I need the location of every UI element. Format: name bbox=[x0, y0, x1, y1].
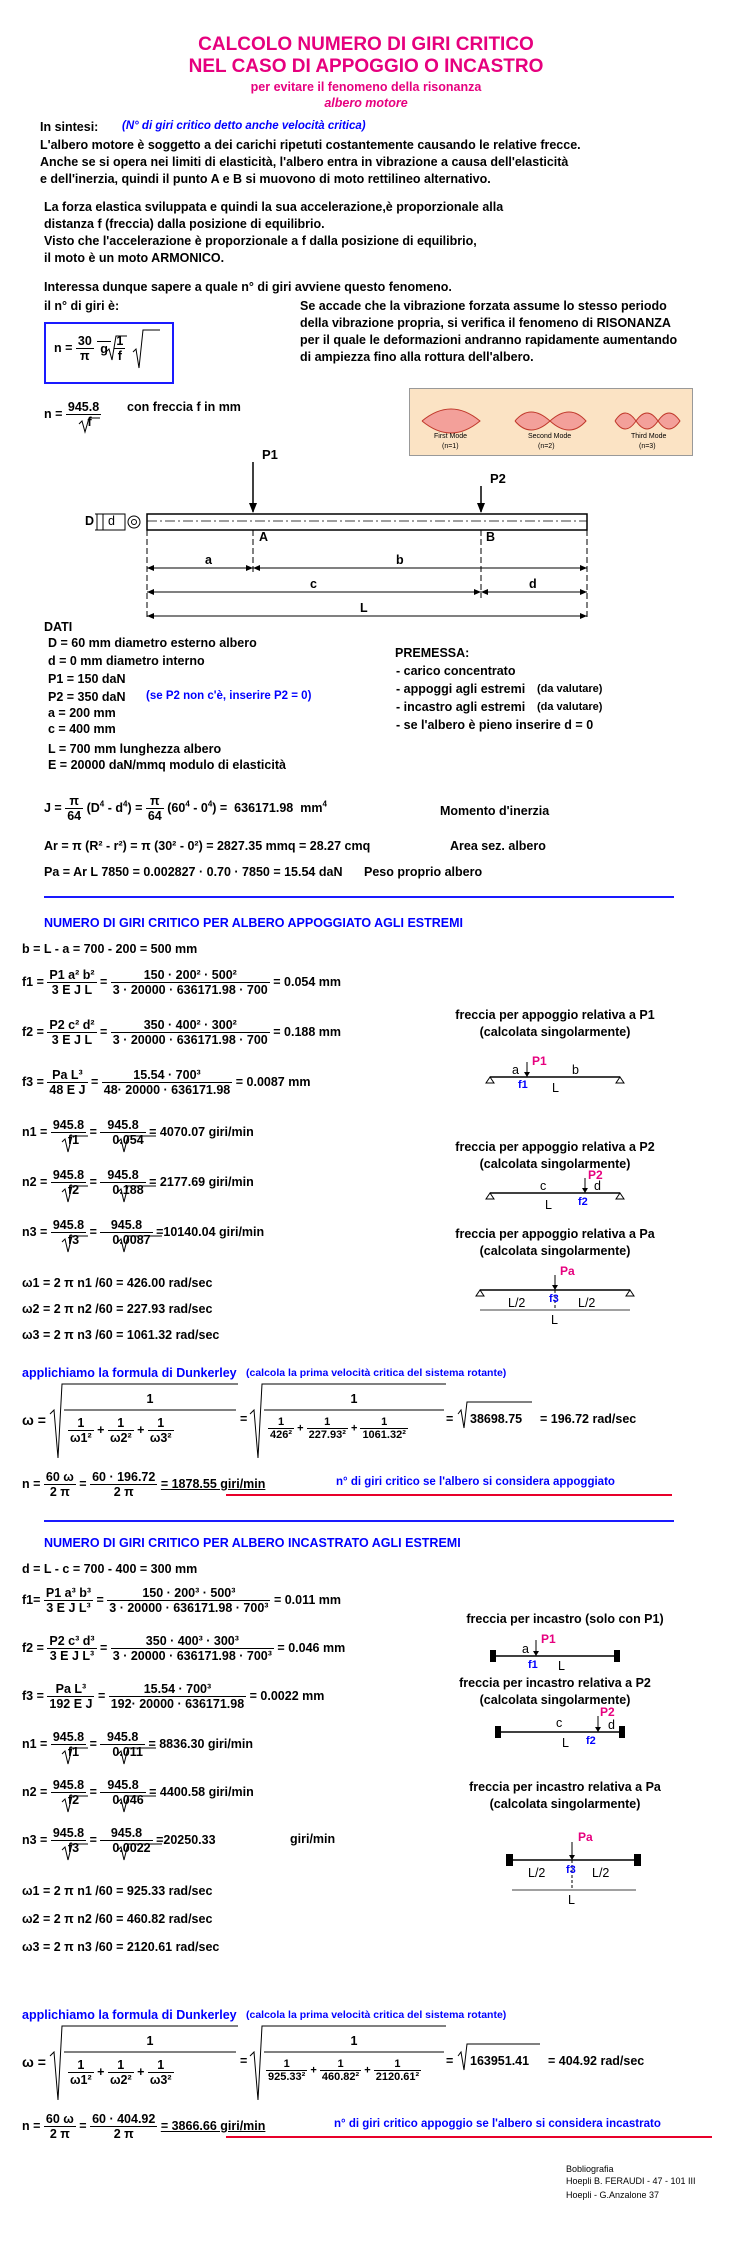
appoggio-dunk-num2: 1 bbox=[350, 1392, 358, 1406]
premessa-3-note: (da valutare) bbox=[537, 701, 603, 713]
incastro-f1: f1= $\frac{\text{P1 a³ b³}}{\text{3 E J L³}}$ = $\frac{\text{150 · 200³ · 500³}}{\text{3 · 20000 · 636171.98 · 700³}}$ = 0.011 mm bbox=[22, 1586, 342, 1615]
incastro-d2-f2: f2 bbox=[586, 1735, 596, 1747]
dati-title: DATI bbox=[44, 620, 73, 634]
incastro-d1-L: L bbox=[558, 1659, 565, 1673]
intro-p2-line3: Visto che l'accelerazione è proporzionale a f dalla posizione di equilibrio, bbox=[44, 234, 477, 248]
dati-c: c = 400 mm bbox=[48, 722, 116, 736]
premessa-2: - appoggi agli estremi bbox=[396, 682, 526, 696]
shaft-label-a: a bbox=[205, 553, 212, 567]
dati-D: D = 60 mm diametro esterno albero bbox=[48, 636, 257, 650]
Pa-label: Peso proprio albero bbox=[364, 865, 483, 879]
appoggio-d2-f2: f2 bbox=[578, 1196, 588, 1208]
premessa-2-note: (da valutare) bbox=[537, 683, 603, 695]
appoggio-d2-L: L bbox=[545, 1198, 552, 1212]
appoggio-w1: ω1 = 2 π n1 /60 = 426.00 rad/sec bbox=[22, 1276, 213, 1290]
page-title-2: NEL CASO DI APPOGGIO O INCASTRO bbox=[188, 56, 544, 77]
incastro-d3-f3: f3 bbox=[566, 1864, 576, 1876]
resonance-line3: per il quale le deformazioni andranno rapidamente aumentando bbox=[300, 333, 678, 347]
formula-Pa: Pa = Ar L 7850 = 0.002827 · 0.70 · 7850 = 15.54 daN bbox=[44, 865, 343, 879]
premessa-3: - incastro agli estremi bbox=[396, 700, 526, 714]
appoggio-title: NUMERO DI GIRI CRITICO PER ALBERO APPOGGIATO AGLI ESTREMI bbox=[44, 916, 464, 930]
intro-p2-line4: il moto è un moto ARMONICO. bbox=[44, 251, 225, 265]
appoggio-dunk-eq: = bbox=[240, 1412, 248, 1426]
incastro-d2-d: d bbox=[608, 1718, 615, 1732]
shaft-label-d: d bbox=[529, 577, 537, 591]
insintesi-label: In sintesi: bbox=[40, 120, 99, 134]
appoggio-dunk-root: 38698.75 bbox=[470, 1412, 523, 1426]
intro-p2-line2: distanza f (freccia) dalla posizione di equilibrio. bbox=[44, 217, 325, 231]
shaft-label-b: b bbox=[396, 553, 404, 567]
shaft-label-c: c bbox=[310, 577, 317, 591]
appoggio-f2: f2 = $\frac{\text{P2 c² d²}}{\text{3 E J L}}$ = $\frac{\text{350 · 400² · 300²}}{3 \cdot 20000 \cdot 636171.98 \cdot 700}$ = 0.188 mm bbox=[22, 1018, 342, 1047]
incastro-w1: ω1 = 2 π n1 /60 = 925.33 rad/sec bbox=[22, 1884, 213, 1898]
incastro-dunk-num2: 1 bbox=[350, 2034, 358, 2048]
appoggio-w2: ω2 = 2 π n2 /60 = 227.93 rad/sec bbox=[22, 1302, 213, 1316]
incastro-cap2b: (calcolata singolarmente) bbox=[479, 1693, 631, 1707]
dati-d: d = 0 mm diametro interno bbox=[48, 654, 205, 668]
incastro-n3: n3 = $\frac{945.8}{f3}$ = $\frac{945.8}{0.0022}$ =20250.33 bbox=[22, 1826, 216, 1855]
appoggio-w3: ω3 = 2 π n3 /60 = 1061.32 rad/sec bbox=[22, 1328, 220, 1342]
incastro-cap2: freccia per incastro relativa a P2 bbox=[459, 1676, 651, 1690]
incastro-d1-a: a bbox=[522, 1642, 529, 1656]
appoggio-d3-f3: f3 bbox=[549, 1293, 559, 1305]
appoggio-cap1b: (calcolata singolarmente) bbox=[479, 1025, 631, 1039]
resonance-line1: Se accade che la vibrazione forzata assume lo stesso periodo bbox=[300, 299, 667, 313]
appoggio-d1-P1: P1 bbox=[532, 1054, 547, 1068]
intro-p1-line2: Anche se si opera nei limiti di elasticità, l'albero entra in vibrazione a causa dell'elasticità bbox=[40, 155, 569, 169]
appoggio-n-final: n = $\frac{60 \omega}{2 \pi}$ = $\frac{60 \cdot 196.72}{2 \pi}$ = 1878.55 giri/min bbox=[22, 1470, 266, 1499]
dati-P2: P2 = 350 daN bbox=[48, 690, 126, 704]
formula-n: n = $\frac{30}{\pi}$ g $\frac{1}{f}$ bbox=[54, 334, 124, 363]
resonance-line2: della vibrazione propria, si verifica il fenomeno di RISONANZA bbox=[300, 316, 671, 330]
page-title: CALCOLO NUMERO DI GIRI CRITICO bbox=[198, 34, 534, 55]
incastro-red-underline bbox=[226, 2136, 712, 2138]
incastro-n3-unit: giri/min bbox=[290, 1832, 336, 1846]
shaft-label-D: D bbox=[85, 514, 95, 528]
resonance-line4: di ampiezza fino alla rottura dell'albero. bbox=[300, 350, 534, 364]
appoggio-dunk-w: = 196.72 rad/sec bbox=[540, 1412, 637, 1426]
dati-P2-note: (se P2 non c'è, inserire P2 = 0) bbox=[146, 690, 312, 702]
appoggio-d2-P2: P2 bbox=[588, 1168, 603, 1182]
appoggio-f1: f1 = $\frac{\text{P1 a² b²}}{\text{3 E J L}}$ = $\frac{\text{150 · 200² · 500²}}{3 \cdot 20000 \cdot 636171.98 \cdot 700}$ = 0.054 mm bbox=[22, 968, 342, 997]
appoggio-dunk-eq2: = bbox=[446, 1412, 454, 1426]
shaft-label-P2: P2 bbox=[490, 471, 506, 486]
intro-p2-line1: La forza elastica sviluppata e quindi la sua accelerazione,è proporzionale alla bbox=[44, 200, 504, 214]
appoggio-n1: n1 = $\frac{945.8}{f1}$ = $\frac{945.8}{0.054}$ = 4070.07 giri/min bbox=[22, 1118, 254, 1147]
page-subtitle-2: albero motore bbox=[324, 96, 408, 110]
incastro-d2-c: c bbox=[556, 1716, 563, 1730]
appoggio-dunk-note: (calcola la prima velocità critica del sistema rotante) bbox=[246, 1367, 507, 1379]
dati-L: L = 700 mm lunghezza albero bbox=[48, 742, 222, 756]
incastro-d-line: d = L - c = 700 - 400 = 300 mm bbox=[22, 1562, 198, 1576]
premessa-4: - se l'albero è pieno inserire d = 0 bbox=[396, 718, 594, 732]
appoggio-d3-L2b: L/2 bbox=[578, 1296, 596, 1310]
incastro-n2: n2 = $\frac{945.8}{f2}$ = $\frac{945.8}{0.046}$ = 4400.58 giri/min bbox=[22, 1778, 254, 1807]
incastro-d3-Pa: Pa bbox=[578, 1830, 593, 1844]
incastro-omega-label: ω = bbox=[22, 2054, 46, 2070]
appoggio-d3-L2a: L/2 bbox=[508, 1296, 526, 1310]
appoggio-dunk-den2: $\frac{1}{\text{426²}}$ + $\frac{1}{\text{227.93²}}$ + $\frac{1}{\text{1061.32²}}$ bbox=[270, 1416, 406, 1441]
appoggio-cap2b: (calcolata singolarmente) bbox=[479, 1157, 631, 1171]
incastro-w3: ω3 = 2 π n3 /60 = 2120.61 rad/sec bbox=[22, 1940, 220, 1954]
appoggio-d2-d: d bbox=[594, 1179, 601, 1193]
incastro-n1: n1 = $\frac{945.8}{f1}$ = $\frac{945.8}{0.011}$ = 8836.30 giri/min bbox=[22, 1730, 254, 1759]
incastro-dunk-num1: 1 bbox=[146, 2034, 154, 2048]
appoggio-f3: f3 = $\frac{\text{Pa L³}}{\text{48 E J}}$ = $\frac{\text{15.54 · 700³}}{48\cdot 20000 \cdot 636171.98}$ = 0.0087 mm bbox=[22, 1068, 311, 1097]
formula-J: J = $\frac{\pi}{64}$ $(D^4 - d^4)$ = $\frac{\pi}{64}$ $(60^4 - 0^4) = 636171.98$ $mm^4$ bbox=[44, 794, 327, 823]
incastro-cap3: freccia per incastro relativa a Pa bbox=[469, 1780, 661, 1794]
incastro-n-note: n° di giri critico appoggio se l'albero si considera incastrato bbox=[334, 2118, 661, 2130]
incastro-dunk-den2: $\frac{1}{\text{925.33²}}$ + $\frac{1}{\text{460.82²}}$ + $\frac{1}{\text{2120.61²}}$ bbox=[268, 2058, 420, 2083]
ngiri-label: il n° di giri è: bbox=[44, 299, 120, 313]
incastro-cap1: freccia per incastro (solo con P1) bbox=[466, 1612, 664, 1626]
shaft-label-B: B bbox=[486, 530, 496, 544]
incastro-dunk-den1: $\frac{1}{\text{ω1²}}$ + $\frac{1}{\text{ω2²}}$ + $\frac{1}{\text{ω3²}}$ bbox=[70, 2058, 172, 2087]
dati-P1: P1 = 150 daN bbox=[48, 672, 126, 686]
shaft-label-A: A bbox=[259, 530, 269, 544]
appoggio-omega-label: ω = bbox=[22, 1412, 46, 1428]
intro-p1-line3: e dell'inerzia, quindi il punto A e B si muovono di moto rettilineo alternativo. bbox=[40, 172, 491, 186]
incastro-dunk-note: (calcola la prima velocità critica del sistema rotante) bbox=[246, 2009, 507, 2021]
appoggio-dunk-num1: 1 bbox=[146, 1392, 154, 1406]
appoggio-d1-a: a bbox=[512, 1063, 519, 1077]
incastro-dunk-w: = 404.92 rad/sec bbox=[548, 2054, 645, 2068]
shaft-label-dsym: d bbox=[108, 514, 115, 528]
shaft-label-L: L bbox=[360, 601, 368, 615]
biblio-line2: Hoepli - G.Anzalone 37 bbox=[566, 2190, 660, 2200]
formula-Ar: Ar = π (R² - r²) = π (30² - 0²) = 2827.35 mmq = 28.27 cmq bbox=[44, 839, 371, 853]
biblio-line1: Hoepli B. FERAUDI - 47 - 101 III bbox=[566, 2176, 696, 2186]
appoggio-b-line: b = L - a = 700 - 200 = 500 mm bbox=[22, 942, 198, 956]
intro-p1-line1: L'albero motore è soggetto a dei carichi ripetuti costantemente causando le relative frecce. bbox=[40, 138, 581, 152]
incastro-dunk-root: 163951.41 bbox=[470, 2054, 530, 2068]
appoggio-n3: n3 = $\frac{945.8}{f3}$ = $\frac{945.8}{0.0087}$ =10140.04 giri/min bbox=[22, 1218, 265, 1247]
appoggio-d1-b: b bbox=[572, 1063, 579, 1077]
incastro-d2-P2: P2 bbox=[600, 1705, 615, 1719]
appoggio-n-note: n° di giri critico se l'albero si considera appoggiato bbox=[336, 1476, 615, 1488]
page-subtitle: per evitare il fenomeno della risonanza bbox=[250, 80, 482, 94]
appoggio-d1-L: L bbox=[552, 1081, 559, 1095]
insintesi-note: (N° di giri critico detto anche velocità critica) bbox=[122, 120, 366, 132]
premessa-1: - carico concentrato bbox=[396, 664, 516, 678]
appoggio-d2-c: c bbox=[540, 1179, 547, 1193]
freccia-mm-label: con freccia f in mm bbox=[127, 400, 241, 414]
premessa-title: PREMESSA: bbox=[395, 646, 470, 660]
incastro-d3-L2a: L/2 bbox=[528, 1866, 546, 1880]
incastro-d2-L: L bbox=[562, 1736, 569, 1750]
incastro-n-final: n = $\frac{60 \omega}{2 \pi}$ = $\frac{60 \cdot 404.92}{2 \pi}$ = 3866.66 giri/min bbox=[22, 2112, 266, 2141]
incastro-w2: ω2 = 2 π n2 /60 = 460.82 rad/sec bbox=[22, 1912, 213, 1926]
incastro-d3-L2b: L/2 bbox=[592, 1866, 610, 1880]
appoggio-dunk-den1: $\frac{1}{\text{ω1²}}$ + $\frac{1}{\text{ω2²}}$ + $\frac{1}{\text{ω3²}}$ bbox=[70, 1416, 172, 1445]
shaft-label-P1: P1 bbox=[262, 447, 278, 462]
formula-n2: n = $\frac{945.8}{f}$ bbox=[44, 400, 100, 429]
intro-p3: Interessa dunque sapere a quale n° di giri avviene questo fenomeno. bbox=[44, 280, 452, 294]
incastro-d3-L: L bbox=[568, 1893, 575, 1907]
incastro-dunk-eq: = bbox=[240, 2054, 248, 2068]
appoggio-cap1: freccia per appoggio relativa a P1 bbox=[455, 1008, 655, 1022]
incastro-d1-P1: P1 bbox=[541, 1632, 556, 1646]
vibration-modes-image: First Mode (n=1) Second Mode (n=2) Third Mode (n=3) bbox=[409, 388, 693, 456]
incastro-f2: f2 = $\frac{\text{P2 c³ d³}}{\text{3 E J L³}}$ = $\frac{\text{350 · 400³ · 300³}}{\text{3 · 20000 · 636171.98 · 700³}}$ = 0.046 mm bbox=[22, 1634, 346, 1663]
appoggio-d3-Pa: Pa bbox=[560, 1264, 575, 1278]
incastro-f3: f3 = $\frac{\text{Pa L³}}{\text{192 E J}}$ = $\frac{\text{15.54 · 700³}}{192\cdot 20000 \cdot 636171.98}$ = 0.0022 mm bbox=[22, 1682, 325, 1711]
dati-a: a = 200 mm bbox=[48, 706, 116, 720]
appoggio-cap3b: (calcolata singolarmente) bbox=[479, 1244, 631, 1258]
biblio-title: Bobliografia bbox=[566, 2164, 614, 2174]
appoggio-n2: n2 = $\frac{945.8}{f2}$ = $\frac{945.8}{0.188}$ = 2177.69 giri/min bbox=[22, 1168, 254, 1197]
appoggio-dunk-title: applichiamo la formula di Dunkerley bbox=[22, 1366, 237, 1380]
incastro-dunk-title: applichiamo la formula di Dunkerley bbox=[22, 2008, 237, 2022]
incastro-cap3b: (calcolata singolarmente) bbox=[489, 1797, 641, 1811]
appoggio-cap3: freccia per appoggio relativa a Pa bbox=[455, 1227, 655, 1241]
appoggio-cap2: freccia per appoggio relativa a P2 bbox=[455, 1140, 655, 1154]
incastro-dunk-eq2: = bbox=[446, 2054, 454, 2068]
J-label: Momento d'inerzia bbox=[440, 804, 550, 818]
appoggio-d1-f1: f1 bbox=[518, 1079, 528, 1091]
appoggio-d3-L: L bbox=[551, 1313, 558, 1327]
dati-E: E = 20000 daN/mmq modulo di elasticità bbox=[48, 758, 286, 772]
incastro-title: NUMERO DI GIRI CRITICO PER ALBERO INCASTRATO AGLI ESTREMI bbox=[44, 1536, 461, 1550]
incastro-d1-f1: f1 bbox=[528, 1659, 538, 1671]
Ar-label: Area sez. albero bbox=[450, 839, 546, 853]
